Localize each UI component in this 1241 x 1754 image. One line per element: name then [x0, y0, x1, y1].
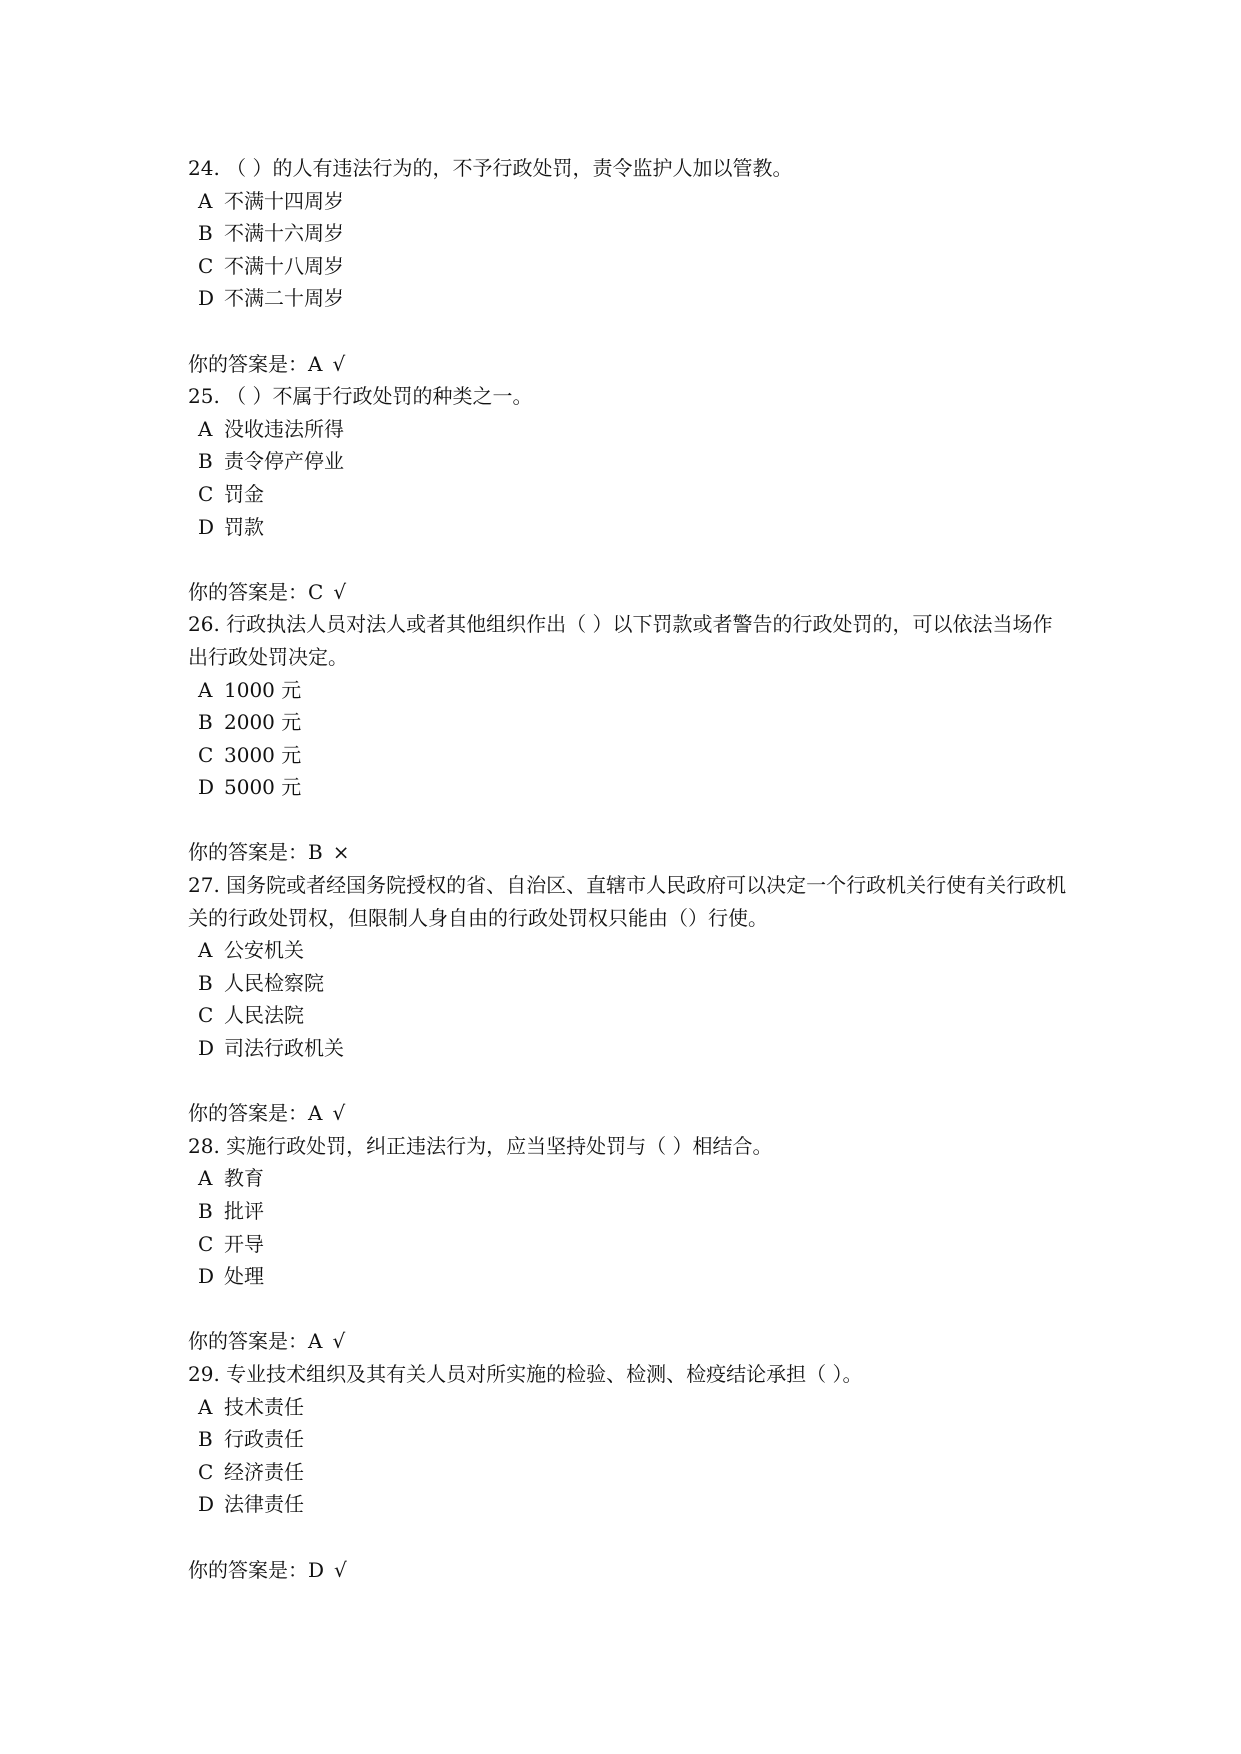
option-b: [188, 445, 1068, 478]
option-a: [188, 934, 1068, 967]
answer-prefix: 你的答案是：: [188, 351, 308, 376]
answer-mark: √: [334, 1557, 347, 1582]
answer-value: C: [308, 579, 324, 604]
option-letter: C: [198, 1459, 214, 1484]
option-text: 不满十四周岁: [224, 188, 344, 213]
answer-value: B: [308, 840, 323, 865]
option-text: 法律责任: [224, 1492, 304, 1517]
option-text: 不满十六周岁: [224, 221, 344, 246]
answer-mark: √: [332, 351, 346, 376]
option-text: 罚金: [224, 481, 264, 506]
option-a: [188, 1391, 1068, 1424]
question-number: 24.: [188, 156, 220, 180]
answer-line: [188, 1554, 1068, 1587]
question-number: 27.: [188, 873, 220, 898]
option-letter: D: [198, 1492, 215, 1517]
option-a: [188, 413, 1068, 446]
option-text: 5000 元: [224, 775, 302, 800]
blank-line: [188, 315, 1068, 348]
option-d: [188, 1260, 1068, 1293]
option-a: [188, 1162, 1068, 1195]
question-28: [188, 1130, 1068, 1358]
blank-line: [188, 804, 1068, 837]
question-27: [188, 869, 1068, 1130]
option-d: [188, 1032, 1068, 1065]
option-text: 罚款: [224, 514, 264, 539]
blank-line: [188, 1293, 1068, 1326]
option-letter: B: [198, 221, 213, 246]
option-text: 责令停产停业: [224, 449, 344, 474]
option-letter: D: [198, 286, 215, 311]
option-c: [188, 478, 1068, 511]
option-letter: B: [198, 710, 213, 735]
question-number: 29.: [188, 1361, 220, 1386]
option-letter: D: [198, 1036, 215, 1061]
option-text: 技术责任: [224, 1394, 304, 1419]
option-letter: C: [198, 253, 214, 278]
answer-line: [188, 576, 1068, 609]
option-text: 行政责任: [224, 1427, 304, 1452]
option-text: 人民法院: [224, 1003, 304, 1028]
option-text: 不满二十周岁: [224, 286, 344, 311]
option-text: 1000 元: [224, 677, 302, 702]
option-d: [188, 1488, 1068, 1521]
option-b: [188, 967, 1068, 1000]
option-letter: C: [198, 481, 214, 506]
question-number: 25.: [188, 384, 220, 409]
option-text: 3000 元: [224, 742, 302, 767]
question-number: 28.: [188, 1133, 220, 1158]
option-b: [188, 706, 1068, 739]
option-text: 教育: [224, 1166, 264, 1191]
question-text: （ ）不属于行政处罚的种类之一。: [226, 384, 533, 409]
option-text: 司法行政机关: [224, 1036, 344, 1061]
question-text: 实施行政处罚，纠正违法行为，应当坚持处罚与（ ）相结合。: [226, 1133, 773, 1158]
answer-line: [188, 1097, 1068, 1130]
option-text: 人民检察院: [224, 970, 324, 995]
option-b: [188, 217, 1068, 250]
option-text: 不满十八周岁: [224, 253, 344, 278]
option-letter: A: [198, 938, 213, 963]
option-text: 开导: [224, 1231, 264, 1256]
option-c: [188, 1456, 1068, 1489]
question-24: [188, 152, 1068, 380]
option-d: [188, 771, 1068, 804]
option-text: 处理: [224, 1264, 264, 1289]
option-b: [188, 1195, 1068, 1228]
question-text: 国务院或者经国务院授权的省、自治区、直辖市人民政府可以决定一个行政机关行使有关行政机关的行政处罚权，但限制人身自由的行政处罚权只能由（）行使。: [188, 873, 1067, 930]
answer-value: A: [308, 1329, 323, 1354]
option-letter: C: [198, 742, 214, 767]
question-number: 26.: [188, 612, 220, 637]
option-letter: A: [198, 188, 213, 213]
option-letter: A: [198, 1394, 213, 1419]
option-c: [188, 1228, 1068, 1261]
option-letter: D: [198, 514, 215, 539]
option-letter: A: [198, 677, 213, 702]
option-letter: D: [198, 1264, 215, 1289]
option-letter: B: [198, 1427, 213, 1452]
answer-prefix: 你的答案是：: [188, 1329, 308, 1354]
option-c: [188, 250, 1068, 283]
answer-mark: √: [333, 579, 347, 604]
answer-prefix: 你的答案是：: [188, 1557, 308, 1582]
option-letter: B: [198, 1199, 213, 1223]
option-text: 公安机关: [224, 938, 304, 963]
option-letter: B: [198, 449, 213, 474]
question-26: [188, 608, 1068, 869]
answer-value: A: [308, 351, 323, 376]
option-letter: D: [198, 775, 215, 800]
option-a: [188, 185, 1068, 218]
option-c: [188, 739, 1068, 772]
answer-value: A: [308, 1101, 323, 1126]
option-letter: A: [198, 1166, 213, 1191]
answer-line: [188, 836, 1068, 869]
option-letter: B: [198, 970, 213, 995]
option-b: [188, 1423, 1068, 1456]
question-text: 专业技术组织及其有关人员对所实施的检验、检测、检疫结论承担（ ）。: [226, 1361, 863, 1386]
option-a: [188, 674, 1068, 707]
option-c: [188, 999, 1068, 1032]
answer-mark: ×: [332, 840, 350, 865]
blank-line: [188, 543, 1068, 576]
answer-prefix: 你的答案是：: [188, 579, 308, 604]
answer-mark: √: [332, 1101, 346, 1126]
question-text: （ ）的人有违法行为的，不予行政处罚，责令监护人加以管教。: [226, 156, 793, 180]
quiz-content: [188, 152, 1068, 1586]
blank-line: [188, 1521, 1068, 1554]
option-text: 经济责任: [224, 1459, 304, 1484]
option-text: 批评: [224, 1199, 264, 1223]
blank-line: [188, 1065, 1068, 1098]
option-d: [188, 282, 1068, 315]
question-29: [188, 1358, 1068, 1586]
answer-mark: √: [332, 1329, 346, 1354]
option-letter: A: [198, 416, 213, 441]
question-25: [188, 380, 1068, 608]
answer-value: D: [308, 1557, 325, 1582]
answer-prefix: 你的答案是：: [188, 1101, 308, 1126]
option-text: 没收违法所得: [224, 416, 344, 441]
question-text: 行政执法人员对法人或者其他组织作出（ ）以下罚款或者警告的行政处罚的，可以依法当场作出行政处罚决定。: [188, 612, 1053, 669]
answer-line: [188, 1325, 1068, 1358]
option-letter: C: [198, 1231, 214, 1256]
option-d: [188, 511, 1068, 544]
option-text: 2000 元: [224, 710, 302, 735]
answer-line: [188, 348, 1068, 381]
option-letter: C: [198, 1003, 214, 1028]
answer-prefix: 你的答案是：: [188, 840, 308, 865]
